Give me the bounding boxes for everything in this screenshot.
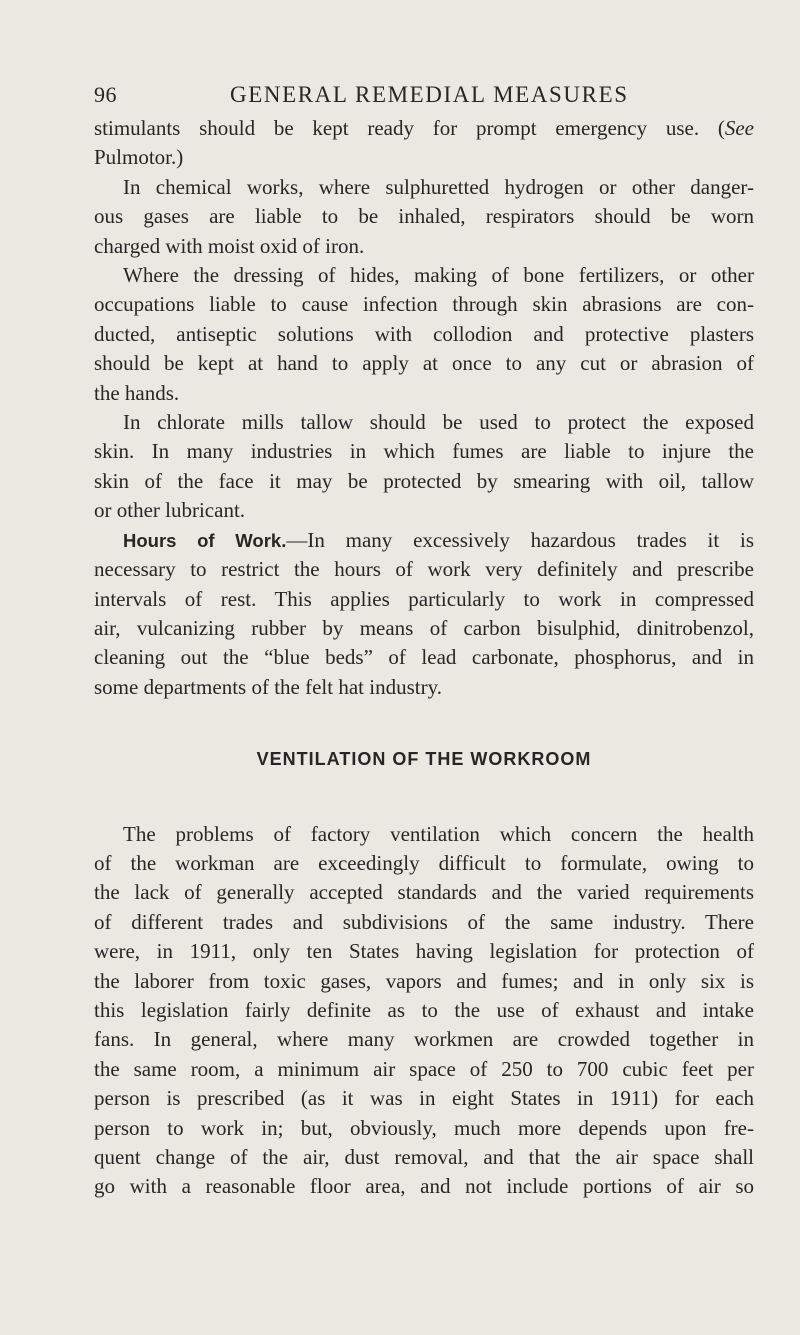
section-heading: VENTILATION OF THE WORKROOM xyxy=(256,749,592,770)
text-line: In chlorate mills tallow should be used to protect the exposed xyxy=(123,410,754,435)
page-number: 96 xyxy=(94,82,117,107)
text-line: or other lubricant. xyxy=(94,498,246,523)
text-line: person to work in; but, obviously, much more depends upon fre- xyxy=(94,1115,754,1140)
text-line: quent change of the air, dust removal, and that the air space shall xyxy=(94,1145,754,1169)
text-line: charged with moist oxid of iron. xyxy=(94,233,365,258)
text-line: Where the dressing of hides, making of bone fertilizers, or other xyxy=(123,263,754,288)
text-line: intervals of rest. This applies particularly to work in compressed xyxy=(94,586,754,611)
text-line: necessary to restrict the hours of work very definitely and prescribe xyxy=(94,557,754,582)
text-line: the same room, a minimum air space of 250 to 700 cubic feet per xyxy=(94,1056,754,1081)
text-line: the laborer from toxic gases, vapors and fumes; and in only six is xyxy=(94,968,754,993)
text-line: Pulmotor.) xyxy=(94,145,184,170)
text-line: air, vulcanizing rubber by means of carbon bisulphid, dinitrobenzol, xyxy=(94,615,754,640)
text-line: person is prescribed (as it was in eight States in 1911) for each xyxy=(94,1086,754,1111)
text-line: fans. In general, where many workmen are crowded together in xyxy=(94,1027,754,1052)
text-line: In chemical works, where sulphuretted hydrogen or other danger- xyxy=(123,174,754,199)
text-line: skin of the face it may be protected by smearing with oil, tallow xyxy=(94,468,754,493)
text-line: cleaning out the “blue beds” of lead carbonate, phosphorus, and in xyxy=(94,645,754,670)
text-line: the hands. xyxy=(94,380,180,405)
text-line: were, in 1911, only ten States having legislation for protection of xyxy=(94,939,754,964)
text-line: ducted, antiseptic solutions with collodion and protective plasters xyxy=(94,321,754,346)
text-line: ous gases are liable to be inhaled, respirators should be worn xyxy=(94,204,754,229)
text-line: some departments of the felt hat industry. xyxy=(94,674,442,699)
text-line: stimulants should be kept ready for prompt emergency use. (See xyxy=(94,116,754,140)
text-line: the lack of generally accepted standards and the varied requirements xyxy=(94,880,754,905)
run-in-heading: Hours of Work. xyxy=(123,529,287,551)
text-line: of the workman are exceedingly difficult to formulate, owing to xyxy=(94,850,754,875)
text-line: skin. In many industries in which fumes are liable to injure the xyxy=(94,439,754,464)
body-text xyxy=(94,114,754,1202)
text-line: occupations liable to cause infection through skin abrasions are con- xyxy=(94,292,754,317)
text-line: The problems of factory ventilation which concern the health xyxy=(123,821,754,846)
text-line: of different trades and subdivisions of the same industry. There xyxy=(94,909,754,934)
running-head: GENERAL REMEDIAL MEASURES xyxy=(230,82,629,107)
text-line: Hours of Work.—In many excessively hazardous trades it is xyxy=(123,527,755,552)
text-line: should be kept at hand to apply at once to any cut or abrasion of xyxy=(94,351,754,376)
text-line: this legislation fairly definite as to the use of exhaust and intake xyxy=(94,997,754,1022)
text-line: go with a reasonable floor area, and not include portions of air so xyxy=(94,1174,754,1199)
